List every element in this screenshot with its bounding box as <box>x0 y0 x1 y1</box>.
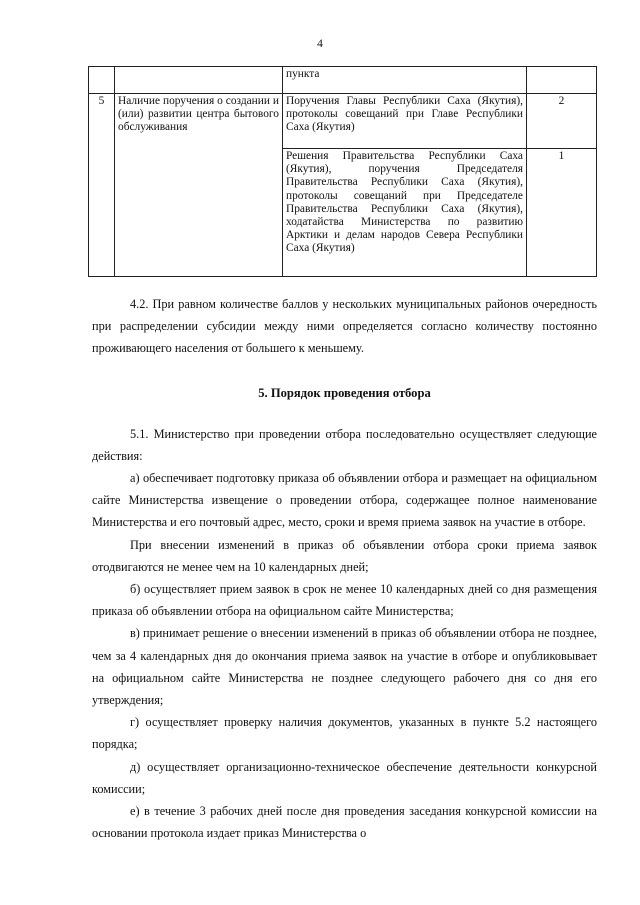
criteria-table <box>88 66 597 277</box>
paragraph-5-1: 5.1. Министерство при проведении отбора последовательно осуществляет следующие действия: <box>92 426 597 463</box>
table-row <box>89 94 597 149</box>
paragraph-item-g: г) осуществляет проверку наличия документов, указанных в пункте 5.2 настоящего порядка; <box>92 715 597 752</box>
paragraph-4-2: 4.2. При равном количестве баллов у нескольких муниципальных районов очередность при распределении субсидии между ними определяется согласно количеству постоянно проживающего населения от большего к меньшему. <box>92 297 597 356</box>
basis-cell: Решения Правительства Республики Саха (Якутия), поручения Председателя Правительства Республики Саха (Якутия), протоколы совещаний при Председателе Правительства Республики Саха (Якутия), ходатайства Министерства по развитию Арктики и делам народов Севера Республики Саха (Якутия) <box>283 149 527 277</box>
body-text <box>92 293 597 844</box>
points-cell: 1 <box>527 149 597 277</box>
paragraph-item-d: д) осуществляет организационно-техническое обеспечение деятельности конкурсной комиссии; <box>92 759 597 796</box>
basis-cell: Поручения Главы Республики Саха (Якутия), протоколы совещаний при Главе Республики Саха (Якутия) <box>283 94 527 149</box>
table-row <box>89 67 597 94</box>
row-index-cell: 5 <box>89 94 115 277</box>
page-number: 4 <box>317 38 323 50</box>
paragraph-item-e: е) в течение 3 рабочих дней после дня проведения заседания конкурсной комиссии на основании протокола издает приказ Министерства о <box>92 804 597 841</box>
criterion-cell <box>115 67 283 94</box>
points-cell <box>527 67 597 94</box>
paragraph-item-v: в) принимает решение о внесении изменений в приказ об объявлении отбора не позднее, чем за 4 календарных дня до окончания приема заявок на участие в отборе и опубликовывает на официальном сайте Министерства не позднее следующего рабочего дня со дня его утверждения; <box>92 626 597 708</box>
row-index-cell <box>89 67 115 94</box>
paragraph-item-a-note: При внесении изменений в приказ об объявлении отбора сроки приема заявок отодвигаются не менее чем на 10 календарных дней; <box>92 537 597 574</box>
basis-cell: пункта <box>283 67 527 94</box>
paragraph-item-b: б) осуществляет прием заявок в срок не менее 10 календарных дней со дня размещения приказа об объявлении отбора на официальном сайте Министерства; <box>92 582 597 619</box>
criterion-cell: Наличие поручения о создании и (или) развитии центра бытового обслуживания <box>115 94 283 277</box>
section-title: 5. Порядок проведения отбора <box>258 385 431 400</box>
points-cell: 2 <box>527 94 597 149</box>
paragraph-item-a: а) обеспечивает подготовку приказа об объявлении отбора и размещает на официальном сайте Министерства извещение о проведении отбора, содержащее полное наименование Министерства и его почтовый адрес, место, сроки и время приема заявок на участие в отборе. <box>92 471 597 530</box>
